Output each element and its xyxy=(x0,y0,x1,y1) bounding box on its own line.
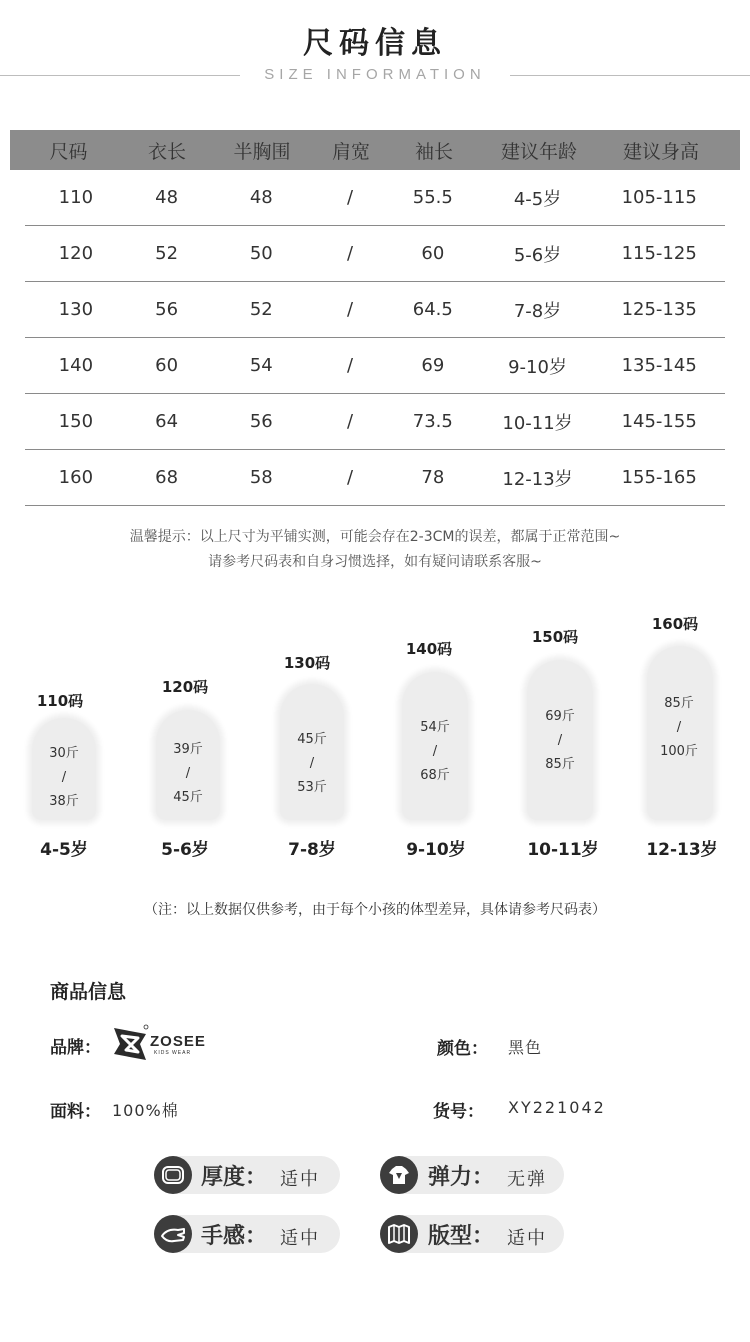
table-cell: 48 xyxy=(249,187,273,208)
figure-size-label: 140码 xyxy=(405,640,453,658)
table-cell: 73.5 xyxy=(412,411,453,432)
figure-age: 12-13岁 xyxy=(646,840,718,860)
column-header: 尺码 xyxy=(49,140,88,163)
item-number-label: 货号： xyxy=(433,1102,484,1122)
page-subtitle: SIZE INFORMATION xyxy=(264,66,486,83)
table-cell: 130 xyxy=(58,299,94,320)
column-header: 建议身高 xyxy=(622,140,699,163)
color-label: 颜色： xyxy=(437,1039,488,1059)
table-cell: 4-5岁 xyxy=(513,188,562,210)
brand-logo xyxy=(110,1024,210,1064)
figure-weight-sep: / xyxy=(185,766,191,781)
figure-weight xyxy=(525,705,595,777)
figure-weight-min: 39斤 xyxy=(173,742,203,757)
table-row xyxy=(25,450,725,506)
table-cell: 56 xyxy=(155,299,179,320)
table-cell: 145-155 xyxy=(621,411,697,432)
table-row xyxy=(25,394,725,450)
table-cell: / xyxy=(347,299,354,320)
table-cell: / xyxy=(347,467,354,488)
figure-weight-min: 85斤 xyxy=(664,696,694,711)
attribute-value: 适中 xyxy=(280,1169,320,1190)
figure-weight xyxy=(153,738,223,810)
reference-note: （注：以上数据仅供参考，由于每个小孩的体型差异，具体请参考尺码表） xyxy=(144,902,606,918)
table-row xyxy=(25,338,725,394)
figure-weight-max: 38斤 xyxy=(49,794,79,809)
figure-size-label: 110码 xyxy=(36,692,84,710)
tips xyxy=(0,525,750,575)
figure-weight-sep: / xyxy=(61,770,67,785)
column-header: 建议年龄 xyxy=(500,140,577,163)
figure-size-label: 160码 xyxy=(651,615,699,633)
table-cell: 115-125 xyxy=(621,243,697,264)
tips-line-1: 温馨提示：以上尺寸为平铺实测，可能会存在2-3CM的误差，都属于正常范围~ xyxy=(129,529,621,545)
table-cell: 9-10岁 xyxy=(508,356,567,378)
attribute-value: 适中 xyxy=(507,1228,547,1249)
table-cell: 140 xyxy=(58,355,94,376)
brand-label: 品牌： xyxy=(50,1038,101,1058)
figure-size-label: 150码 xyxy=(531,628,579,646)
figure-age: 10-11岁 xyxy=(527,840,599,860)
table-cell: 78 xyxy=(421,467,445,488)
figure-weight xyxy=(644,692,714,764)
fabric-label: 面料： xyxy=(50,1102,101,1122)
attribute-label: 版型： xyxy=(428,1224,495,1249)
table-cell: / xyxy=(347,355,354,376)
figure-weight-max: 53斤 xyxy=(297,780,327,795)
table-cell: 68 xyxy=(155,467,179,488)
attribute-value: 无弹 xyxy=(507,1169,547,1190)
table-cell: 155-165 xyxy=(621,467,697,488)
figure-weight xyxy=(29,742,99,814)
table-cell: 60 xyxy=(155,355,179,376)
fit-icon xyxy=(380,1215,418,1253)
figure-weight-sep: / xyxy=(557,733,563,748)
column-header: 袖长 xyxy=(414,140,453,163)
elasticity-icon xyxy=(380,1156,418,1194)
column-header: 衣长 xyxy=(147,140,186,163)
hand-feel-icon xyxy=(154,1215,192,1253)
brand-logo-mark-icon xyxy=(110,1024,150,1064)
table-cell: 48 xyxy=(155,187,179,208)
figure-weight-max: 68斤 xyxy=(420,768,450,783)
figure-age: 5-6岁 xyxy=(161,840,209,860)
table-cell: 160 xyxy=(58,467,94,488)
table-cell: / xyxy=(347,411,354,432)
table-cell: 5-6岁 xyxy=(513,244,562,266)
item-number-value: XY221042 xyxy=(508,1098,606,1117)
figure-weight-min: 45斤 xyxy=(297,732,327,747)
attribute-label: 厚度： xyxy=(201,1165,268,1190)
product-info-title: 商品信息 xyxy=(50,981,127,1003)
tips-line-2: 请参考尺码表和自身习惯选择，如有疑问请联系客服~ xyxy=(208,554,542,570)
table-cell: / xyxy=(347,243,354,264)
thickness-icon xyxy=(154,1156,192,1194)
fabric-value: 100%棉 xyxy=(112,1101,179,1120)
figure-age: 7-8岁 xyxy=(288,840,336,860)
figure-weight-max: 45斤 xyxy=(173,790,203,805)
table-cell: 12-13岁 xyxy=(502,468,573,490)
color-value: 黑色 xyxy=(508,1038,543,1057)
attribute-label: 手感： xyxy=(201,1224,268,1249)
table-cell: 52 xyxy=(155,243,179,264)
table-cell: 69 xyxy=(421,355,445,376)
table-cell: 56 xyxy=(249,411,273,432)
table-cell: 64.5 xyxy=(412,299,453,320)
figure-weight xyxy=(400,716,470,788)
table-cell: 58 xyxy=(249,467,273,488)
table-cell: 110 xyxy=(58,187,94,208)
figure-age: 4-5岁 xyxy=(40,840,88,860)
table-row xyxy=(25,226,725,282)
size-table xyxy=(10,130,740,506)
brand-tagline: KIDS WEAR xyxy=(154,1050,192,1056)
column-header: 半胸围 xyxy=(233,140,291,163)
figure-size-label: 130码 xyxy=(283,654,331,672)
figure-age: 9-10岁 xyxy=(406,840,466,860)
figure-size-label: 120码 xyxy=(161,678,209,696)
figure-weight-min: 69斤 xyxy=(545,709,575,724)
table-cell: / xyxy=(347,187,354,208)
figure-weight-sep: / xyxy=(309,756,315,771)
figure-weight xyxy=(277,728,347,800)
table-cell: 150 xyxy=(58,411,94,432)
table-cell: 105-115 xyxy=(621,187,697,208)
figure-weight-min: 30斤 xyxy=(49,746,79,761)
table-cell: 55.5 xyxy=(412,187,453,208)
attribute-value: 适中 xyxy=(280,1228,320,1249)
table-cell: 135-145 xyxy=(621,355,697,376)
figure-weight-max: 100斤 xyxy=(660,744,698,759)
table-row xyxy=(25,282,725,338)
table-cell: 50 xyxy=(249,243,273,264)
table-cell: 54 xyxy=(249,355,273,376)
table-cell: 52 xyxy=(249,299,273,320)
table-cell: 7-8岁 xyxy=(513,300,562,322)
table-cell: 120 xyxy=(58,243,94,264)
figure-weight-sep: / xyxy=(432,744,438,759)
page-title: 尺码信息 xyxy=(303,26,447,61)
table-cell: 10-11岁 xyxy=(502,412,573,434)
table-body xyxy=(10,170,740,506)
column-header: 肩宽 xyxy=(331,140,370,163)
table-header xyxy=(10,130,740,170)
brand-name: ZOSEE xyxy=(150,1033,206,1050)
table-cell: 64 xyxy=(155,411,179,432)
table-cell: 125-135 xyxy=(621,299,697,320)
figure-weight-sep: / xyxy=(676,720,682,735)
figure-weight-max: 85斤 xyxy=(545,757,575,772)
attribute-label: 弹力： xyxy=(428,1165,495,1190)
table-row xyxy=(25,170,725,226)
figure-weight-min: 54斤 xyxy=(420,720,450,735)
table-cell: 60 xyxy=(421,243,445,264)
